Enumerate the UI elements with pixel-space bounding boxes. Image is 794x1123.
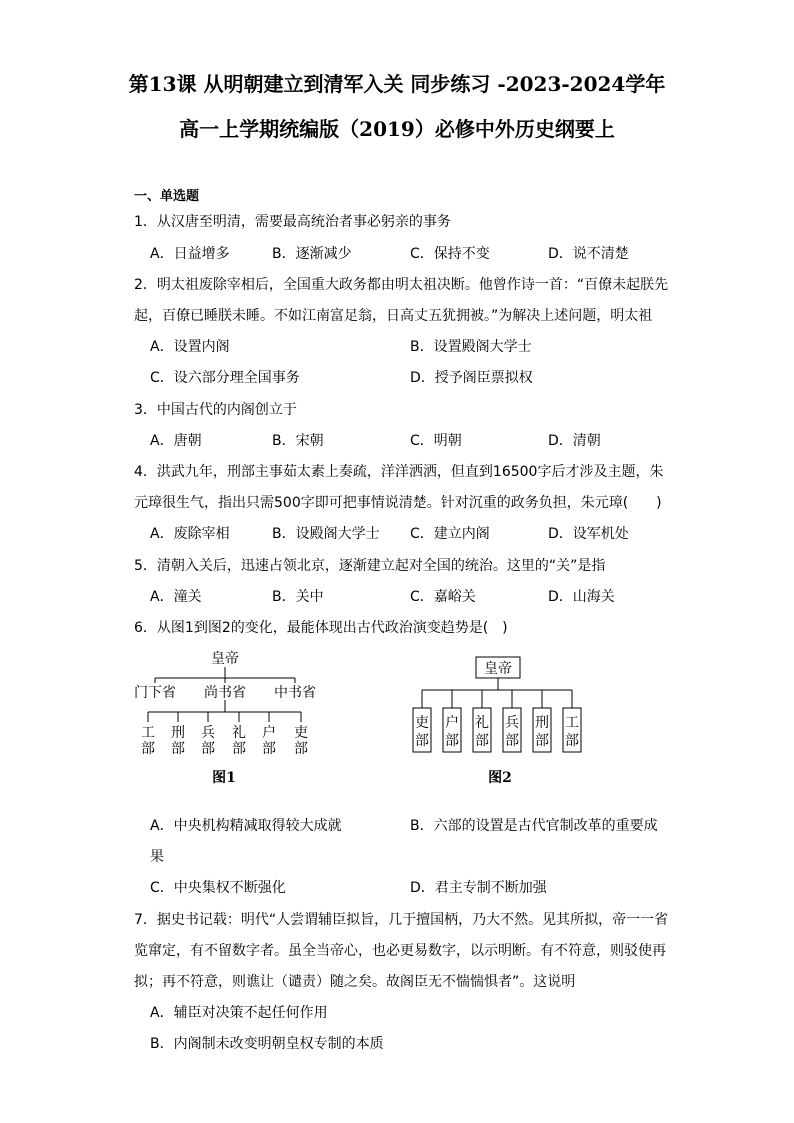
fig1-ministry-hu-2: 部 — [262, 741, 276, 757]
q4-option-b[interactable]: B．设殿阁大学士 — [272, 526, 380, 542]
fig2-ministry-li-2: 部 — [475, 733, 489, 749]
fig2-emperor: 皇帝 — [484, 661, 512, 677]
q3-stem: 3．中国古代的内阁创立于 — [134, 402, 297, 418]
q4-option-c[interactable]: C．建立内阁 — [410, 526, 490, 542]
q7-option-b[interactable]: B．内阁制未改变明朝皇权专制的本质 — [150, 1036, 384, 1052]
q6-stem: 6．从图1到图2的变化，最能体现出古代政治演变趋势是( ) — [134, 620, 508, 636]
q7-option-a[interactable]: A．辅臣对决策不起任何作用 — [150, 1005, 328, 1021]
fig1-ministry-bing-2: 部 — [201, 741, 215, 757]
fig1-ministry-li-2: 部 — [232, 741, 246, 757]
q7-stem-3: 拟；再不符意，则谯让（谴责）随之矣。故阁臣无不惴惴惧者”。这说明 — [134, 974, 576, 990]
fig2-ministry-lie-1: 吏 — [415, 715, 429, 731]
fig1-ministry-xing-1: 刑 — [171, 725, 185, 741]
q6-option-d[interactable]: D．君主专制不断加强 — [410, 880, 547, 896]
q1-stem: 1．从汉唐至明清，需要最高统治者事必躬亲的事务 — [134, 214, 451, 230]
fig2-ministry-hu-2: 部 — [445, 733, 459, 749]
figure-1 — [126, 645, 326, 790]
fig1-ministry-lie-1: 吏 — [294, 725, 308, 741]
fig1-caption: 图1 — [212, 770, 236, 786]
section-heading: 一、单选题 — [134, 189, 200, 204]
fig2-ministry-xing-2: 部 — [535, 733, 549, 749]
fig2-ministry-li-1: 礼 — [475, 715, 489, 731]
q2-option-b[interactable]: B．设置殿阁大学士 — [410, 339, 532, 355]
q7-stem-2: 览窜定，有不留数字者。虽全当帝心，也必更易数字，以示明断。有不符意，则驳使再 — [134, 943, 666, 959]
q2-option-a[interactable]: A．设置内阁 — [150, 339, 230, 355]
fig1-ministry-hu-1: 户 — [262, 725, 276, 741]
fig1-ministry-li-1: 礼 — [232, 725, 246, 741]
q7-stem-1: 7．据史书记载：明代“人尝谓辅臣拟旨，几于擅国柄，乃大不然。见其所拟，帝一一省 — [134, 912, 669, 928]
q4-option-d[interactable]: D．设军机处 — [548, 526, 629, 542]
fig1-dept-shangshu: 尚书省 — [204, 685, 246, 701]
fig1-ministry-gong-1: 工 — [141, 725, 155, 741]
q2-option-c[interactable]: C．设六部分理全国事务 — [150, 370, 300, 386]
q5-stem: 5．清朝入关后，迅速占领北京，逐渐建立起对全国的统治。这里的“关”是指 — [134, 558, 606, 574]
fig2-ministry-bing-2: 部 — [505, 733, 519, 749]
q6-option-c[interactable]: C．中央集权不断强化 — [150, 880, 286, 896]
q2-stem-2: 起，百僚已睡朕未睡。不如江南富足翁，日高丈五犹拥被。”为解决上述问题，明太祖 — [134, 308, 653, 324]
q1-option-d[interactable]: D．说不清楚 — [548, 246, 629, 262]
q3-option-b[interactable]: B．宋朝 — [272, 433, 324, 449]
q4-option-a[interactable]: A．废除宰相 — [150, 526, 230, 542]
q4-stem-1: 4．洪武九年，刑部主事茹太素上奏疏，洋洋洒洒，但直到16500字后才涉及主题，朱 — [134, 464, 664, 480]
q3-option-d[interactable]: D．清朝 — [548, 433, 601, 449]
q5-option-c[interactable]: C．嘉峪关 — [410, 589, 476, 605]
fig2-caption: 图2 — [488, 770, 512, 786]
q4-stem-2: 元璋很生气，指出只需500字即可把事情说清楚。针对沉重的政务负担，朱元璋( ) — [134, 495, 662, 511]
q5-option-a[interactable]: A．潼关 — [150, 589, 202, 605]
q1-option-c[interactable]: C．保持不变 — [410, 246, 490, 262]
fig1-ministry-gong-2: 部 — [141, 741, 155, 757]
q6-option-b-wrap: 果 — [150, 849, 164, 865]
fig2-ministry-hu-1: 户 — [445, 715, 459, 731]
fig1-ministry-xing-2: 部 — [171, 741, 185, 757]
figure-2 — [400, 652, 600, 790]
fig1-ministry-lie-2: 部 — [294, 741, 308, 757]
fig2-ministry-xing-1: 刑 — [535, 715, 549, 731]
fig2-ministry-bing-1: 兵 — [505, 715, 519, 731]
fig2-ministry-gong-2: 部 — [565, 733, 579, 749]
fig1-ministry-bing-1: 兵 — [201, 725, 215, 741]
fig1-dept-zhongshu: 中书省 — [274, 685, 316, 701]
title-line-1: 第13课 从明朝建立到清军入关 同步练习 -2023-2024学年 — [128, 72, 666, 96]
fig2-ministry-gong-1: 工 — [565, 715, 579, 731]
q6-option-b[interactable]: B．六部的设置是古代官制改革的重要成 — [410, 818, 658, 834]
q5-option-b[interactable]: B．关中 — [272, 589, 324, 605]
q5-option-d[interactable]: D．山海关 — [548, 589, 615, 605]
q6-option-a[interactable]: A．中央机构精减取得较大成就 — [150, 818, 342, 834]
fig2-ministry-lie-2: 部 — [415, 733, 429, 749]
q2-option-d[interactable]: D．授予阁臣票拟权 — [410, 370, 533, 386]
fig1-dept-menxia: 门下省 — [134, 685, 176, 701]
q2-stem-1: 2．明太祖废除宰相后，全国重大政务都由明太祖决断。他曾作诗一首：“百僚未起朕先 — [134, 277, 669, 293]
fig1-emperor: 皇帝 — [211, 651, 239, 667]
q3-option-a[interactable]: A．唐朝 — [150, 433, 202, 449]
title-line-2: 高一上学期统编版（2019）必修中外历史纲要上 — [179, 117, 615, 141]
q1-option-a[interactable]: A．日益增多 — [150, 246, 230, 262]
q3-option-c[interactable]: C．明朝 — [410, 433, 462, 449]
q1-option-b[interactable]: B．逐渐减少 — [272, 246, 352, 262]
